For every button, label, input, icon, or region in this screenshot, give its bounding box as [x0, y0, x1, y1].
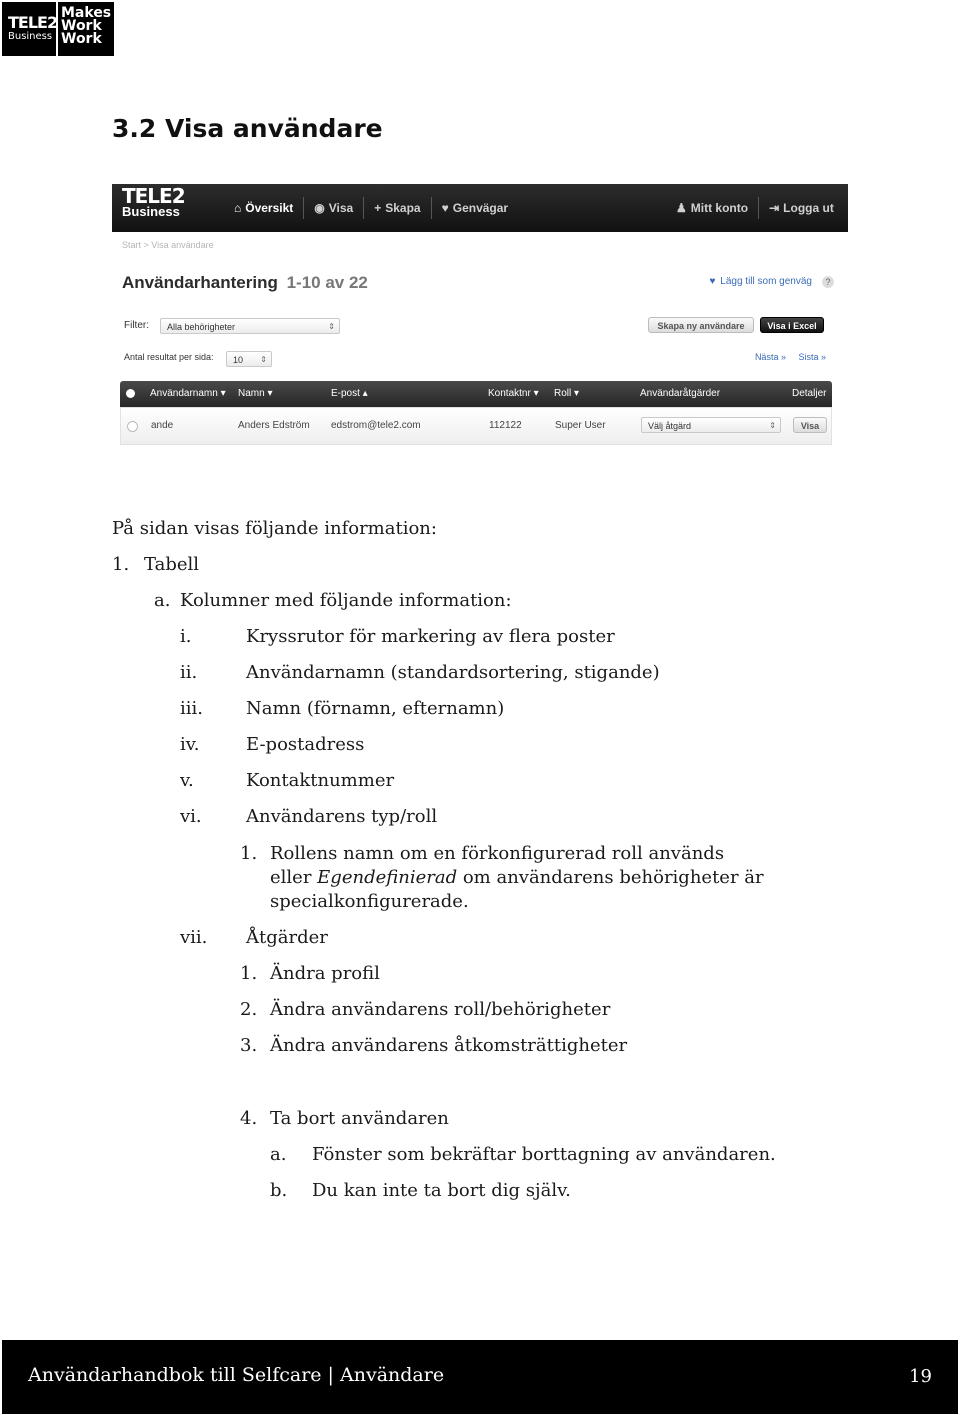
filter-select[interactable]: [160, 318, 340, 334]
emphasis-text: Egendefinierad: [317, 867, 458, 888]
nav-visa[interactable]: [314, 201, 353, 215]
list-letter: a.: [154, 590, 171, 611]
list-item-text: Kontaktnummer: [246, 770, 395, 791]
list-item-text: Kolumner med följande information:: [180, 590, 512, 611]
list-item-text: Fönster som bekräftar borttagning av användaren.: [312, 1144, 776, 1165]
nav-label: Logga ut: [783, 201, 834, 215]
slogan-line: Makes: [61, 5, 112, 21]
list-number: 2.: [240, 999, 258, 1020]
cell-username: ande: [151, 420, 174, 431]
nav-divider: [303, 197, 304, 219]
logo-subline: Business: [8, 31, 53, 42]
nav-divider: [431, 197, 432, 219]
per-page-label: Antal resultat per sida:: [124, 352, 214, 362]
list-item-text: Ändra användarens roll/behörigheter: [270, 999, 611, 1020]
app-logo: [122, 184, 185, 220]
filter-label: Filter:: [124, 320, 149, 331]
show-details-button[interactable]: Visa: [793, 417, 827, 433]
nav-logga-ut[interactable]: [769, 201, 834, 215]
nav-divider: [363, 197, 364, 219]
row-checkbox[interactable]: [127, 421, 138, 432]
brand-header: [2, 2, 114, 56]
col-details: Detaljer: [792, 388, 827, 399]
help-icon[interactable]: ?: [822, 276, 834, 288]
app-topbar: [112, 184, 848, 232]
eye-icon: ◉: [314, 201, 325, 215]
nav-label: Genvägar: [452, 201, 509, 215]
list-letter: b.: [270, 1180, 288, 1201]
add-shortcut-label: Lägg till som genväg: [720, 276, 812, 287]
nav-label: Översikt: [245, 201, 294, 215]
pagination: [745, 352, 826, 362]
roman-numeral: v.: [180, 770, 194, 791]
page-title-text: Användarhantering: [122, 273, 278, 292]
col-username[interactable]: Användarnamn ▾: [150, 388, 226, 399]
list-item-text: Åtgärder: [246, 927, 328, 948]
main-nav: [234, 184, 508, 232]
cell-email: edstrom@tele2.com: [331, 420, 421, 431]
last-page-link[interactable]: Sista »: [798, 352, 826, 362]
col-role[interactable]: Roll ▾: [554, 388, 580, 399]
page-footer: [2, 1340, 958, 1414]
section-title: 3.2 Visa användare: [112, 114, 383, 143]
list-item-text: Tabell: [144, 554, 200, 575]
home-icon: ⌂: [234, 201, 242, 215]
list-item-text: Ändra användarens åtkomsträttigheter: [270, 1035, 628, 1056]
app-screenshot: [112, 184, 848, 446]
nav-oversikt[interactable]: [234, 201, 293, 215]
list-number: 3.: [240, 1035, 258, 1056]
account-nav: [676, 184, 834, 232]
col-contact[interactable]: Kontaktnr ▾: [488, 388, 539, 399]
footer-title: Användarhandbok till Selfcare | Användare: [28, 1364, 445, 1386]
select-all-checkbox[interactable]: [126, 389, 135, 398]
app-logo-wordmark: TELE2: [122, 184, 185, 208]
page-title: [122, 273, 368, 293]
nav-genvagar[interactable]: [442, 201, 508, 215]
list-number: 1.: [240, 963, 258, 984]
col-name[interactable]: Namn ▾: [238, 388, 273, 399]
breadcrumb[interactable]: Start > Visa användare: [122, 240, 214, 250]
cell-role: Super User: [555, 420, 606, 431]
action-value: Välj åtgärd: [648, 421, 692, 431]
roman-numeral: ii.: [180, 662, 198, 683]
list-item-text: Du kan inte ta bort dig själv.: [312, 1180, 571, 1201]
list-item-text: Kryssrutor för markering av flera poster: [246, 626, 615, 647]
table-row: [120, 407, 832, 445]
list-item-text: E-postadress: [246, 734, 365, 755]
list-number: 1.: [240, 843, 258, 864]
list-item-text: Användarnamn (standardsortering, stigande): [246, 662, 660, 683]
intro-text: På sidan visas följande information:: [112, 518, 437, 539]
nav-divider: [758, 197, 759, 219]
per-page-select[interactable]: [226, 351, 272, 367]
logo-wordmark: TELE2: [8, 13, 58, 32]
app-logo-subline: Business: [122, 204, 180, 219]
roman-numeral: iii.: [180, 698, 203, 719]
next-page-link[interactable]: Nästa »: [754, 352, 786, 362]
action-select[interactable]: [641, 417, 781, 433]
list-item-text: Användarens typ/roll: [246, 806, 438, 827]
plus-icon: +: [374, 201, 382, 215]
slogan-line: Work: [61, 31, 102, 47]
roman-numeral: iv.: [180, 734, 200, 755]
list-letter: a.: [270, 1144, 287, 1165]
filter-value: Alla behörigheter: [167, 322, 236, 332]
nav-label: Skapa: [385, 201, 421, 215]
roman-numeral: vi.: [180, 806, 202, 827]
roman-numeral: vii.: [180, 927, 208, 948]
table-header: [120, 381, 832, 407]
select-arrows-icon: ⇕: [328, 322, 335, 331]
list-item-text-continued: specialkonfigurerade.: [270, 891, 469, 912]
heart-icon: ♥: [441, 201, 449, 215]
roman-numeral: i.: [180, 626, 192, 647]
col-user-actions: Användaråtgärder: [640, 388, 721, 399]
nav-label: Visa: [328, 201, 354, 215]
list-number: 1.: [112, 554, 130, 575]
tele2-logo: [2, 2, 56, 56]
cell-phone: 112122: [489, 420, 522, 431]
col-email[interactable]: E-post ▴: [331, 388, 368, 399]
heart-icon: ♥: [709, 276, 716, 287]
nav-skapa[interactable]: [374, 201, 420, 215]
nav-mitt-konto[interactable]: [676, 201, 748, 215]
logout-icon: ⇥: [769, 201, 780, 215]
slogan-line: Work: [61, 18, 102, 34]
text-fragment: om användarens behörigheter är: [457, 867, 764, 888]
list-item-text-continued: [270, 866, 764, 890]
add-shortcut-link[interactable]: [710, 276, 812, 287]
list-item-text: Ändra profil: [270, 963, 380, 984]
result-range: 1-10 av 22: [286, 273, 368, 292]
page-number: 19: [909, 1366, 932, 1387]
user-icon: ♟: [676, 201, 687, 215]
per-page-value: 10: [233, 355, 244, 365]
text-fragment: eller: [270, 867, 318, 888]
list-item-text: Namn (förnamn, efternamn): [246, 698, 505, 719]
create-user-button[interactable]: Skapa ny användare: [648, 317, 754, 333]
list-item-text: Ta bort användaren: [270, 1108, 449, 1129]
slogan: [58, 2, 114, 56]
excel-button[interactable]: Visa i Excel: [760, 317, 824, 333]
cell-name: Anders Edström: [238, 420, 310, 431]
nav-label: Mitt konto: [690, 201, 749, 215]
list-item-text: Rollens namn om en förkonfigurerad roll används: [270, 843, 725, 864]
list-number: 4.: [240, 1108, 258, 1129]
select-arrows-icon: ⇕: [260, 355, 267, 364]
select-arrows-icon: ⇕: [769, 421, 776, 430]
